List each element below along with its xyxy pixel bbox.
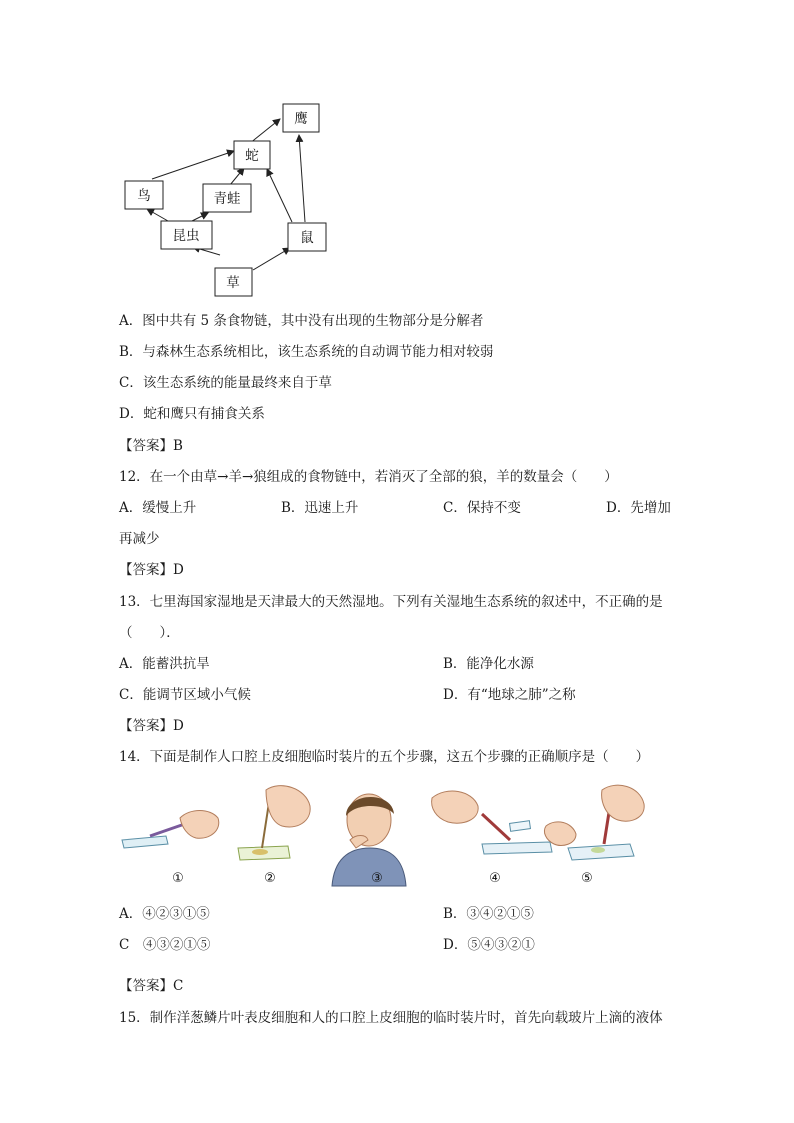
- q14-option-d: D．⑤④③②①: [443, 937, 535, 953]
- q13-answer: 【答案】D: [119, 718, 184, 734]
- q11-option-d: D．蛇和鹰只有捕食关系: [119, 406, 265, 422]
- step4-illustration: [432, 791, 552, 854]
- q14-option-c: C ④③②①⑤: [119, 937, 211, 953]
- node-frog: 青蛙: [213, 191, 241, 207]
- step5-illustration: [544, 785, 644, 860]
- q12-option-d-cont: 再减少: [119, 531, 160, 547]
- q14-option-a: A．④②③①⑤: [119, 906, 210, 922]
- q12-option-b: B．迅速上升: [281, 500, 359, 516]
- q11-option-c: C．该生态系统的能量最终来自于草: [119, 375, 332, 391]
- q14-option-b: B．③④②①⑤: [443, 906, 534, 922]
- q15-stem: 15．制作洋葱鳞片叶表皮细胞和人的口腔上皮细胞的临时装片时，首先向载玻片上滴的液体: [119, 1010, 663, 1026]
- q11-answer: 【答案】B: [119, 438, 183, 454]
- node-bird: 鸟: [137, 188, 151, 204]
- q13-option-a: A．能蓄洪抗旱: [119, 656, 210, 672]
- figure-label-1: ①: [172, 871, 184, 886]
- q13-option-d: D．有“地球之肺”之称: [443, 687, 576, 703]
- step1-illustration: [122, 811, 219, 849]
- step3-illustration: [332, 794, 406, 886]
- node-mouse: 鼠: [300, 230, 314, 246]
- figure-label-5: ⑤: [581, 871, 593, 886]
- q13-stem-cont: （ ）．: [119, 625, 180, 641]
- q11-option-a: A．图中共有 5 条食物链，其中没有出现的生物部分是分解者: [119, 313, 484, 329]
- q12-option-c: C．保持不变: [443, 500, 521, 516]
- figure-label-4: ④: [489, 871, 501, 886]
- node-eagle: 鹰: [294, 111, 308, 127]
- node-grass: 草: [226, 275, 240, 291]
- q14-step-figures: [110, 778, 690, 888]
- q14-answer: 【答案】C: [119, 978, 184, 994]
- food-web-diagram: [110, 95, 350, 305]
- q12-option-d: D．先增加: [606, 500, 671, 516]
- figure-label-2: ②: [264, 871, 276, 886]
- q13-option-b: B．能净化水源: [443, 656, 534, 672]
- q14-stem: 14．下面是制作人口腔上皮细胞临时装片的五个步骤，这五个步骤的正确顺序是（ ）: [119, 749, 650, 765]
- q13-stem: 13．七里海国家湿地是天津最大的天然湿地。下列有关湿地生态系统的叙述中，不正确的是: [119, 594, 663, 610]
- q12-option-a: A．缓慢上升: [119, 500, 197, 516]
- figure-label-3: ③: [371, 871, 383, 886]
- q11-option-b: B．与森林生态系统相比，该生态系统的自动调节能力相对较弱: [119, 344, 494, 360]
- node-snake: 蛇: [245, 148, 259, 164]
- node-insect: 昆虫: [172, 228, 200, 244]
- step2-illustration: [238, 786, 310, 860]
- q12-answer: 【答案】D: [119, 562, 184, 578]
- q13-option-c: C．能调节区域小气候: [119, 687, 251, 703]
- q12-stem: 12．在一个由草→羊→狼组成的食物链中，若消灭了全部的狼，羊的数量会（ ）: [119, 469, 618, 485]
